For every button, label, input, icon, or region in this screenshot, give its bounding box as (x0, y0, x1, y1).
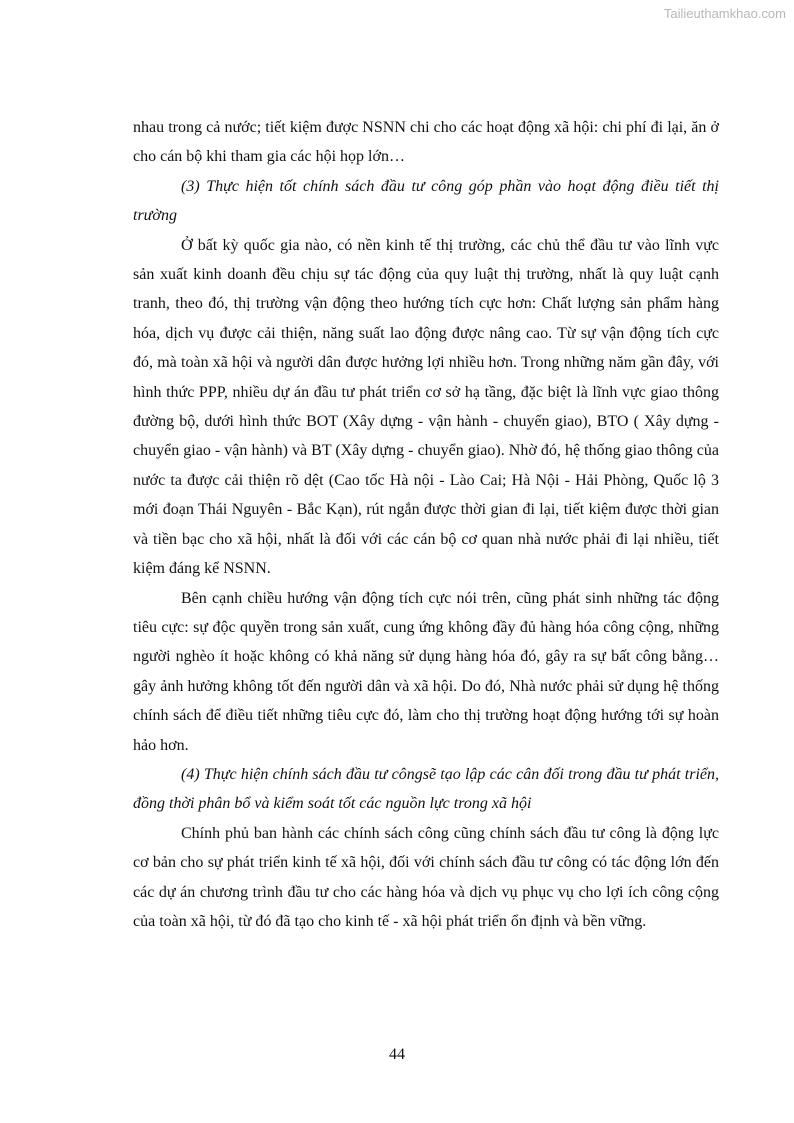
page-number: 44 (389, 1046, 405, 1063)
paragraph-continuation: nhau trong cả nước; tiết kiệm được NSNN chi cho các hoạt động xã hội: chi phí đi lại, ăn ở cho cán bộ khi tham gia các hội họp lớn… (133, 119, 719, 166)
document-body (133, 113, 719, 936)
section-heading-4: (4) Thực hiện chính sách đầu tư côngsẽ tạo lập các cân đối trong đầu tư phát triển, đồng thời phân bổ và kiểm soát tốt các nguồn lực trong xã hội (133, 765, 719, 813)
paragraph-negative-effects: Bên cạnh chiều hướng vận động tích cực nói trên, cũng phát sinh những tác động tiêu cực: sự độc quyền trong sản xuất, cung ứng không đầy đủ hàng hóa công cộng, những người nghèo ít hoặc không có khả năng sử dụng hàng hóa đó, gây ra sự bất công bằng… gây ảnh hưởng không tốt đến người dân và xã hội. Do đó, Nhà nước phải sử dụng hệ thống chính sách để điều tiết những tiêu cực đó, làm cho thị trường hoạt động hướng tới sự hoàn hảo hơn. (133, 589, 719, 754)
watermark: Tailieuthamkhao.com (663, 6, 786, 21)
paragraph-market: Ở bất kỳ quốc gia nào, có nền kinh tế thị trường, các chủ thể đầu tư vào lĩnh vực sản xuất kinh doanh đều chịu sự tác động của quy luật thị trường, nhất là quy luật cạnh tranh, theo đó, thị trường vận động theo hướng tích cực hơn: Chất lượng sản phẩm hàng hóa, dịch vụ được cải thiện, năng suất lao động được nâng cao. Từ sự vận động tích cực đó, mà toàn xã hội và người dân được hưởng lợi nhiều hơn. Trong những năm gần đây, với hình thức PPP, nhiều dự án đầu tư phát triển cơ sở hạ tầng, đặc biệt là lĩnh vực giao thông đường bộ, dưới hình thức BOT (Xây dựng - vận hành - chuyển giao), BTO ( Xây dựng - chuyển giao - vận hành) và BT (Xây dựng - chuyển giao). Nhờ đó, hệ thống giao thông của nước ta được cải thiện rõ dệt (Cao tốc Hà nội - Lào Cai; Hà Nội - Hải Phòng, Quốc lộ 3 mới đoạn Thái Nguyên - Bắc Kạn), rút ngắn được thời gian đi lại, tiết kiệm được thời gian và tiền bạc cho xã hội, nhất là đối với các cán bộ cơ quan nhà nước phải đi lại nhiều, tiết kiệm đáng kể NSNN. (133, 236, 719, 578)
section-heading-3: (3) Thực hiện tốt chính sách đầu tư công góp phần vào hoạt động điều tiết thị trường (133, 177, 719, 225)
paragraph-government-policy: Chính phủ ban hành các chính sách công cũng chính sách đầu tư công là động lực cơ bản cho sự phát triển kinh tế xã hội, đối với chính sách đầu tư công có tác động lớn đến các dự án chương trình đầu tư cho các hàng hóa và dịch vụ phục vụ cho lợi ích công cộng của toàn xã hội, từ đó đã tạo cho kinh tế - xã hội phát triển ổn định và bền vững. (133, 824, 719, 930)
